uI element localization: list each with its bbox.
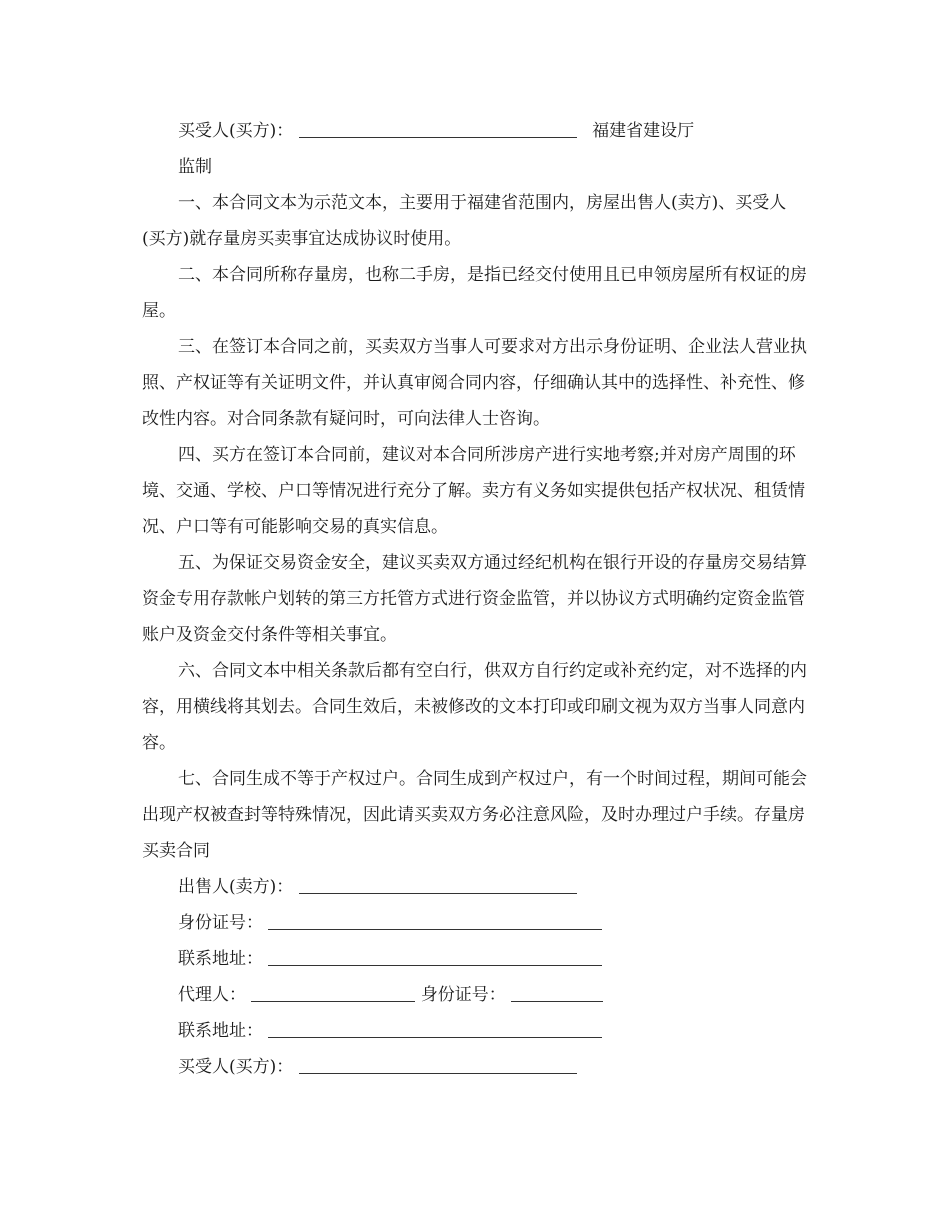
agent-address-row [142, 1013, 807, 1049]
agent-id-blank [511, 985, 603, 1002]
seller-address-label: 联系地址： [178, 949, 263, 969]
header-buyer-line [142, 113, 807, 149]
note-4: 四、买方在签订本合同前，建议对本合同所涉房产进行实地考察;并对房产周围的环境、交通、学校、户口等情况进行充分了解。卖方有义务如实提供包括产权状况、租赁情况、户口等有可能影响交易的真实信息。 [142, 445, 805, 537]
seller-id-label: 身份证号： [178, 913, 263, 933]
agent-row [142, 977, 807, 1013]
agent-blank [251, 985, 415, 1002]
agent-id-label: 身份证号： [420, 985, 506, 1005]
agent-address-label: 联系地址： [178, 1021, 263, 1041]
header-authority: 福建省建设厅 [592, 121, 695, 141]
buyer-blank [299, 1057, 577, 1074]
header-buyer-label: 买受人(买方)： [178, 121, 294, 141]
seller-row [142, 869, 807, 905]
seller-address-blank [268, 949, 602, 966]
note-6: 六、合同文本中相关条款后都有空白行，供双方自行约定或补充约定，对不选择的内容，用横线将其划去。合同生效后，未被修改的文本打印或印刷文视为双方当事人同意内容。 [142, 661, 807, 753]
agent-address-blank [268, 1021, 602, 1038]
buyer-row [142, 1049, 807, 1085]
note-3: 三、在签订本合同之前，买卖双方当事人可要求对方出示身份证明、企业法人营业执照、产权证等有关证明文件，并认真审阅合同内容，仔细确认其中的选择性、补充性、修改性内容。对合同条款有疑问时，可向法律人士咨询。 [142, 337, 807, 429]
document-body [142, 113, 807, 1085]
buyer-label: 买受人(买方)： [178, 1057, 294, 1077]
seller-label: 出售人(卖方)： [178, 877, 294, 897]
note-5: 五、为保证交易资金安全，建议买卖双方通过经纪机构在银行开设的存量房交易结算资金专用存款帐户划转的第三方托管方式进行资金监管，并以协议方式明确约定资金监管账户及资金交付条件等相关事宜。 [142, 553, 807, 645]
header-buyer-blank [299, 121, 577, 138]
seller-blank [299, 877, 577, 894]
seller-id-blank [268, 913, 602, 930]
header-supervised: 监制 [178, 157, 212, 177]
seller-address-row [142, 941, 807, 977]
note-2: 二、本合同所称存量房，也称二手房，是指已经交付使用且已申领房屋所有权证的房屋。 [142, 265, 807, 321]
seller-id-row [142, 905, 807, 941]
note-7: 七、合同生成不等于产权过户。合同生成到产权过户，有一个时间过程，期间可能会出现产权被查封等特殊情况，因此请买卖双方务必注意风险，及时办理过户手续。存量房买卖合同 [142, 769, 807, 861]
note-1: 一、本合同文本为示范文本，主要用于福建省范围内，房屋出售人(卖方)、买受人(买方)就存量房买卖事宜达成协议时使用。 [142, 193, 787, 249]
agent-label: 代理人： [178, 985, 246, 1005]
